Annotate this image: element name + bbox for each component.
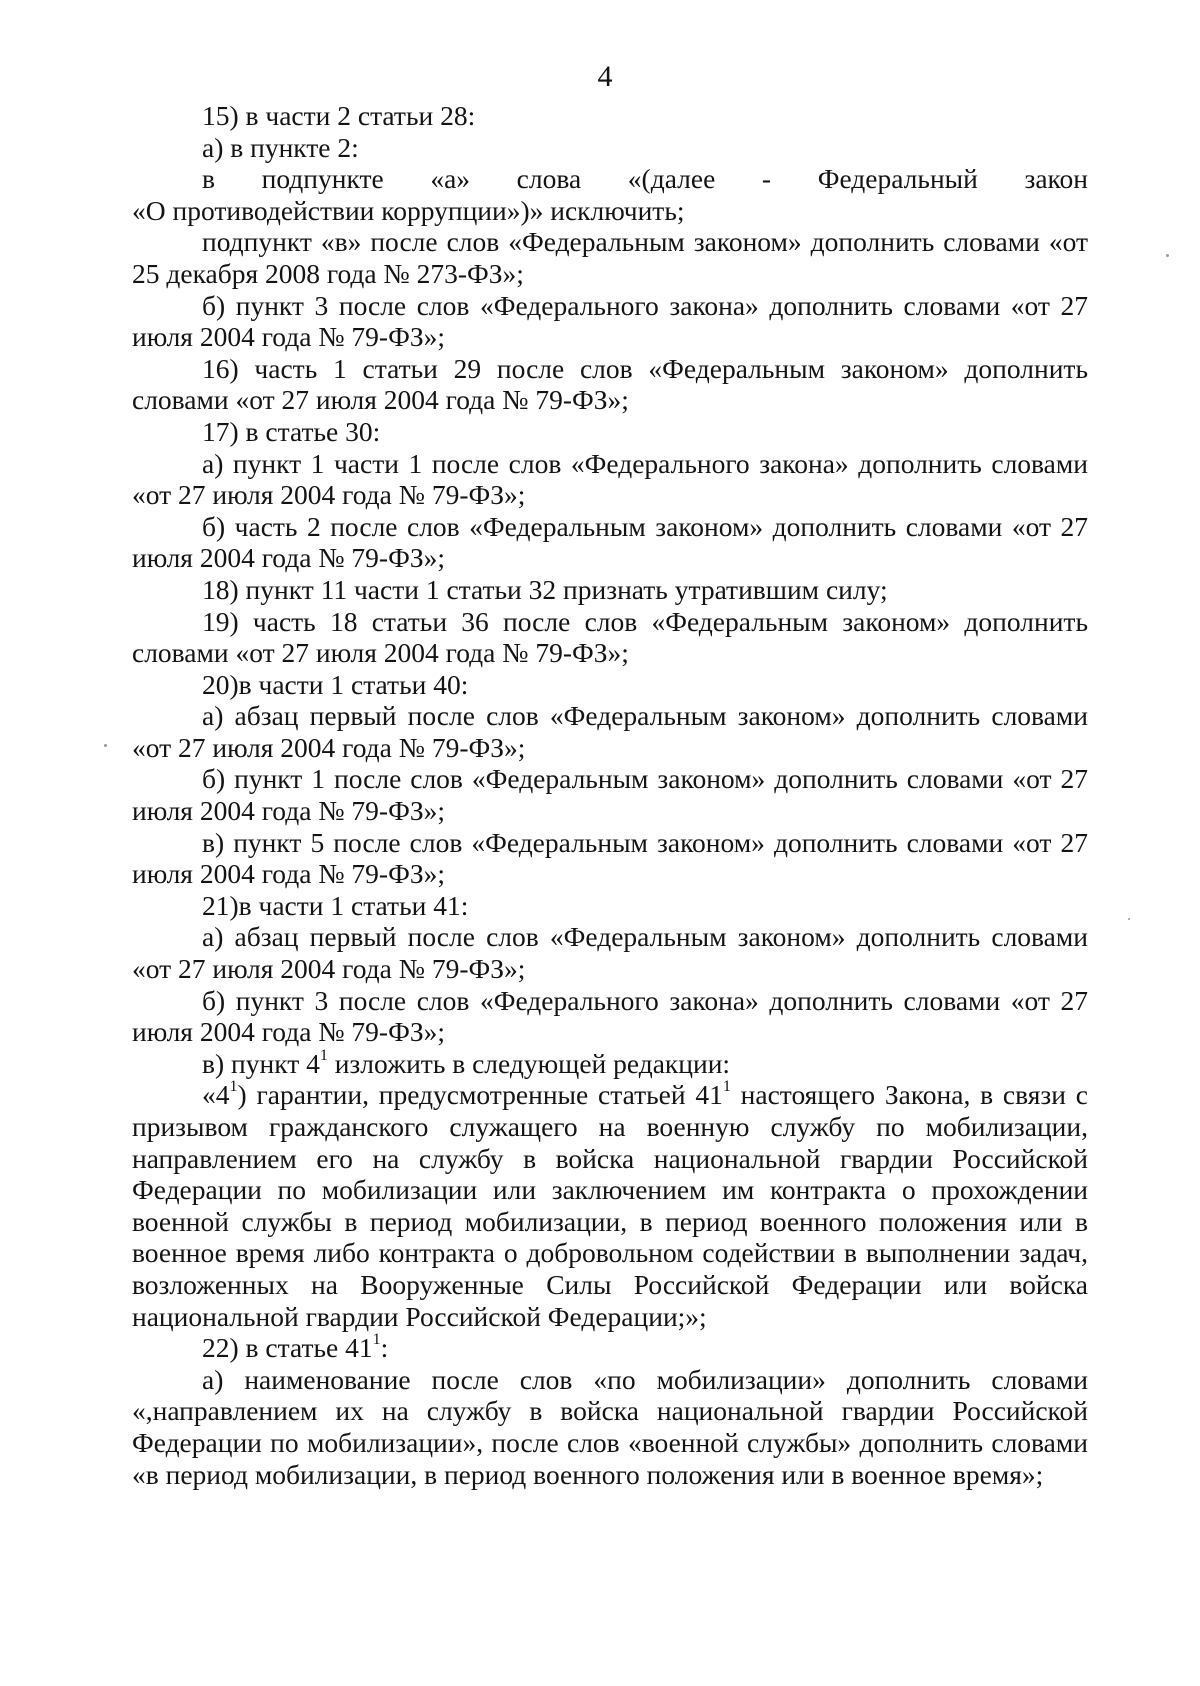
paragraph-item-22 <box>132 1332 1088 1364</box>
paragraph-item-15a: а) в пункте 2: <box>202 131 359 163</box>
document-body <box>132 100 1088 1490</box>
page-number: 4 <box>597 60 613 93</box>
paragraph-item-21v <box>132 1048 1088 1080</box>
paragraph-item-15: 15) в части 2 статьи 28: <box>202 100 476 131</box>
superscript: 1 <box>229 1078 238 1096</box>
paragraph-new-text-4-1 <box>132 1079 1088 1332</box>
paragraph-line: в подпункте «а» слова «(далее - Федеральный закон <box>202 163 1088 195</box>
text-run: : <box>380 1332 389 1364</box>
paragraph-item-17a: а) пункт 1 части 1 после слов «Федерального закона» дополнить словами «от 27 июля 2004 года № 79-ФЗ»; <box>132 447 1088 511</box>
paragraph-item-19: 19) часть 18 статьи 36 после слов «Федеральным законом» дополнить словами «от 27 июля 2004 года № 79-ФЗ»; <box>132 605 1088 669</box>
paragraph-line: «О противодействии коррупции»)» исключить; <box>132 194 685 226</box>
scan-speck <box>1128 918 1130 920</box>
superscript: 1 <box>372 1331 381 1349</box>
paragraph-item-18: 18) пункт 11 части 1 статьи 32 признать утратившим силу; <box>202 573 888 605</box>
paragraph-item-21: 21)в части 1 статьи 41: <box>202 889 469 921</box>
text-run: «4 <box>202 1079 230 1111</box>
paragraph-item-22a: а) наименование после слов «по мобилизации» дополнить словами «,направлением их на службу в войска национальной гвардии Российской Федерации по мобилизации», после слов «военной службы» дополнить словами «в период мобилизации, в период военного положения или в военное время»; <box>132 1363 1088 1490</box>
text-run: в) пункт 4 <box>202 1047 320 1079</box>
paragraph-item-17: 17) в статье 30: <box>202 415 381 447</box>
paragraph-item-21a: а) абзац первый после слов «Федеральным законом» дополнить словами «от 27 июля 2004 года № 79-ФЗ»; <box>132 921 1088 985</box>
paragraph-item-20b: б) пункт 1 после слов «Федеральным законом» дополнить словами «от 27 июля 2004 года № 79-ФЗ»; <box>132 763 1088 827</box>
paragraph-item-15a-subpoint-v: подпункт «в» после слов «Федеральным законом» дополнить словами «от 25 декабря 2008 года № 273-ФЗ»; <box>132 226 1088 289</box>
paragraph-item-20: 20)в части 1 статьи 40: <box>202 668 469 700</box>
paragraph-item-15b: б) пункт 3 после слов «Федерального закона» дополнить словами «от 27 июля 2004 года № 79-ФЗ»; <box>132 289 1088 353</box>
paragraph-item-15a-subpoint-a <box>132 163 1088 226</box>
scan-speck <box>1166 254 1169 257</box>
text-run: изложить в следующей редакции: <box>327 1047 731 1079</box>
paragraph-item-16: 16) часть 1 статьи 29 после слов «Федеральным законом» дополнить словами «от 27 июля 2004 года № 79-ФЗ»; <box>132 352 1088 416</box>
paragraph-item-20v: в) пункт 5 после слов «Федеральным законом» дополнить словами «от 27 июля 2004 года № 79-ФЗ»; <box>132 826 1088 890</box>
text-run: настоящего Закона, в связи с призывом гражданского служащего на военную службу по мобилизации, направлением его на службу в войска национальной гвардии Российской Федерации по мобилизации или заключением им контракта о прохождении военной службы в период мобилизации, в период военного положения или в военное время либо контракта о добровольном содействии в выполнении задач, возложенных на Вооруженные Силы Российской Федерации или войска национальной гвардии Российской Федерации;»; <box>132 1079 1088 1332</box>
paragraph-item-17b: б) часть 2 после слов «Федеральным законом» дополнить словами «от 27 июля 2004 года № 79-ФЗ»; <box>132 510 1088 574</box>
paragraph-item-20a: а) абзац первый после слов «Федеральным законом» дополнить словами «от 27 июля 2004 года № 79-ФЗ»; <box>132 700 1088 763</box>
superscript: 1 <box>722 1078 731 1096</box>
superscript: 1 <box>319 1046 328 1064</box>
scan-speck <box>104 744 107 747</box>
text-run: ) гарантии, предусмотренные статьей 41 <box>237 1079 723 1111</box>
text-run: 22) в статье 41 <box>202 1332 373 1364</box>
paragraph-item-21b: б) пункт 3 после слов «Федерального закона» дополнить словами «от 27 июля 2004 года № 79-ФЗ»; <box>132 984 1088 1048</box>
